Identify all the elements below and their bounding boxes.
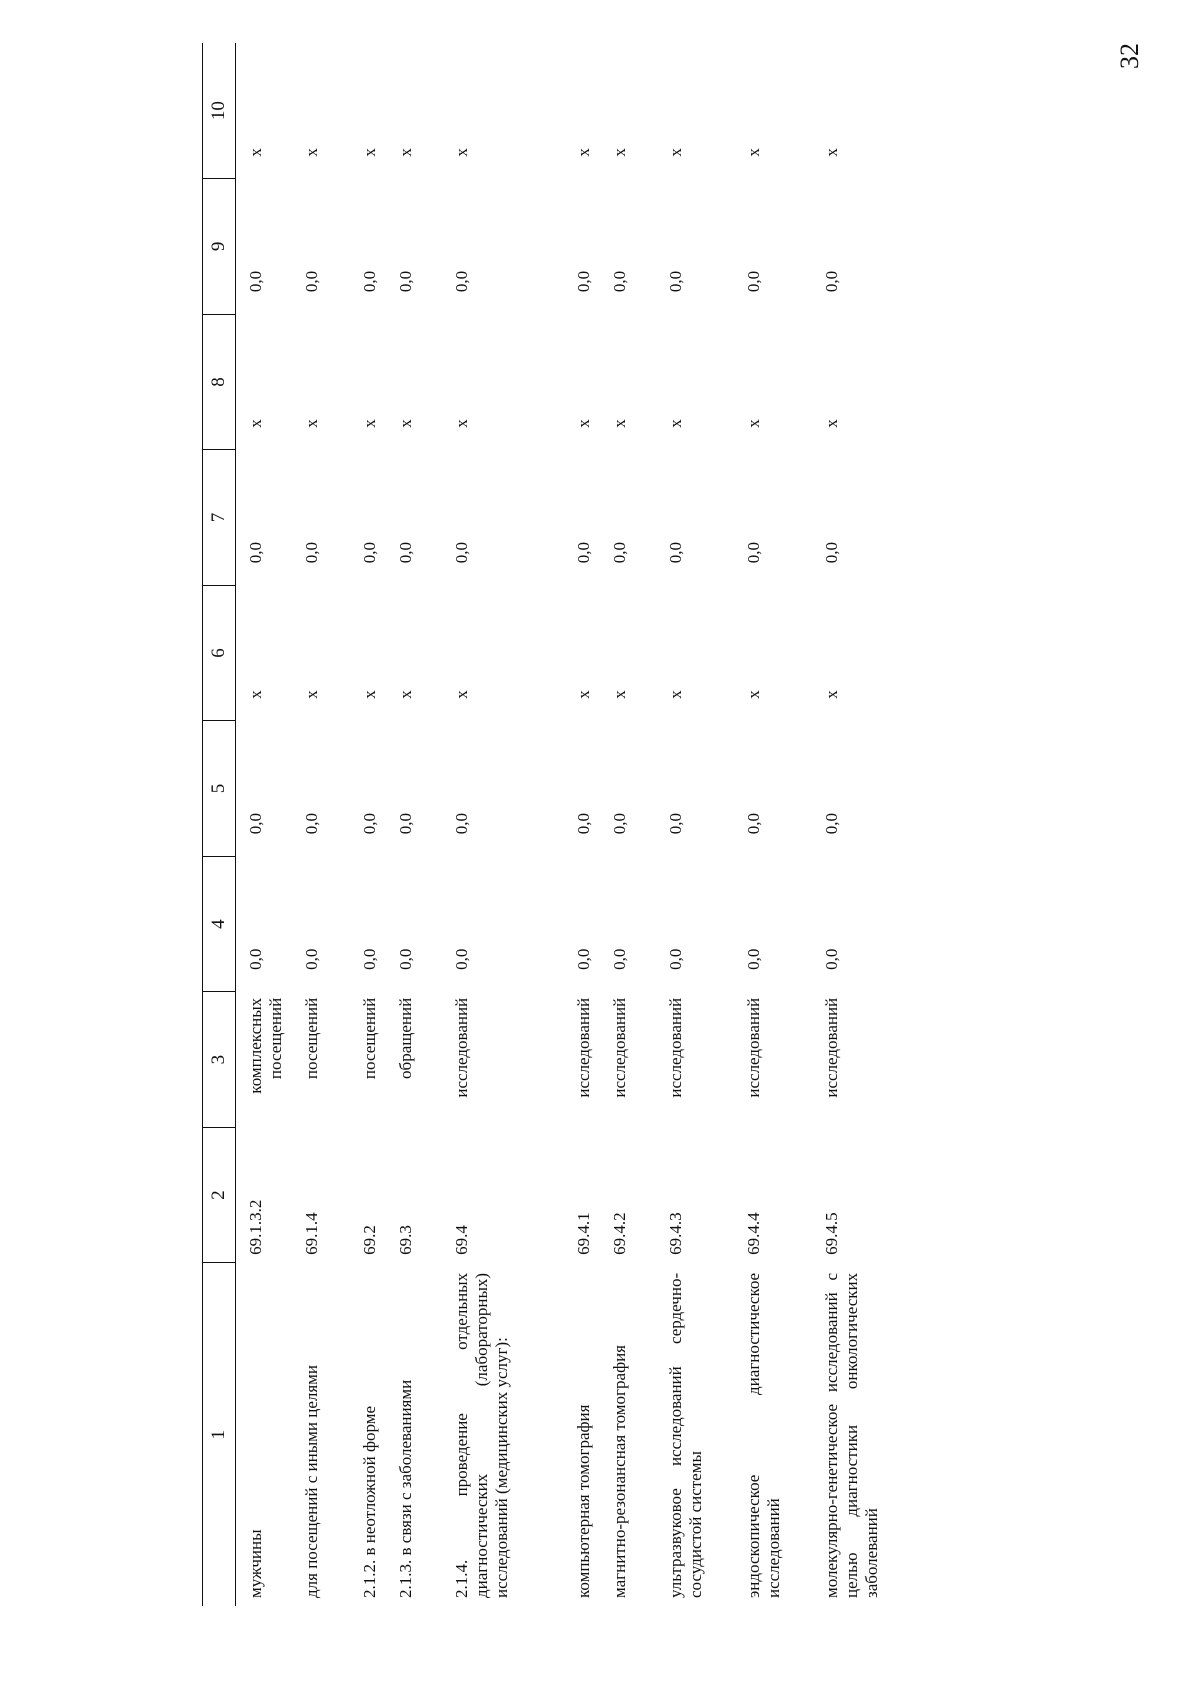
cell-value: 0,0 <box>610 541 629 564</box>
row-code: 69.2 <box>360 1225 379 1255</box>
cell-value: х <box>246 690 265 699</box>
cell-value: 0,0 <box>302 813 321 835</box>
table-row <box>656 43 734 1606</box>
row-code: 69.1.3.2 <box>246 1199 265 1255</box>
row-unit: обращений <box>396 997 415 1079</box>
cell-value: 0,0 <box>360 541 379 564</box>
column-header: 9 <box>203 179 236 315</box>
row-unit: исследований <box>666 997 685 1098</box>
cell-value: 0,0 <box>302 541 321 564</box>
cell-value: х <box>574 148 593 157</box>
table-row <box>442 43 564 1606</box>
cell-value: 0,0 <box>574 948 593 970</box>
cell-value: 0,0 <box>302 270 321 293</box>
cell-value: х <box>666 690 685 699</box>
table-header <box>203 43 236 1606</box>
row-code: 69.3 <box>396 1225 415 1255</box>
row-code: 69.4.3 <box>666 1212 685 1255</box>
row-code: 69.4.1 <box>574 1212 593 1255</box>
cell-value: х <box>744 148 763 157</box>
cell-value: 0,0 <box>396 270 415 293</box>
cell-value: х <box>452 419 471 428</box>
cell-value: 0,0 <box>360 270 379 293</box>
row-unit: исследований <box>574 997 593 1098</box>
cell-value: 0,0 <box>452 948 471 970</box>
row-code: 69.4 <box>452 1225 471 1255</box>
cell-value: 0,0 <box>610 813 629 835</box>
row-code: 69.4.5 <box>822 1212 841 1255</box>
row-code: 69.1.4 <box>302 1212 321 1255</box>
cell-value: х <box>246 419 265 428</box>
cell-value: 0,0 <box>360 813 379 835</box>
table-row <box>292 43 350 1606</box>
row-name: для посещений с иными целями <box>302 1364 321 1598</box>
cell-value: 0,0 <box>822 270 841 293</box>
cell-value: 0,0 <box>452 270 471 293</box>
cell-value: 0,0 <box>574 813 593 835</box>
row-name: 2.1.2. в неотложной форме <box>360 1405 379 1598</box>
column-header: 10 <box>203 43 236 179</box>
cell-value: 0,0 <box>574 270 593 293</box>
cell-value: х <box>574 419 593 428</box>
cell-value: 0,0 <box>246 541 265 564</box>
row-unit: комплексных посещений <box>246 997 285 1094</box>
cell-value: 0,0 <box>396 813 415 835</box>
cell-value: х <box>610 690 629 699</box>
row-name: 2.1.3. в связи с заболеваниями <box>396 1379 415 1598</box>
row-name: магнитно-резонансная томография <box>610 1345 629 1598</box>
header-row <box>203 43 236 1606</box>
cell-value: 0,0 <box>452 541 471 564</box>
cell-value: 0,0 <box>666 948 685 970</box>
cell-value: 0,0 <box>610 270 629 293</box>
cell-value: х <box>822 419 841 428</box>
cell-value: 0,0 <box>666 813 685 835</box>
cell-value: 0,0 <box>744 270 763 293</box>
cell-value: х <box>574 690 593 699</box>
column-header: 6 <box>203 585 236 721</box>
cell-value: 0,0 <box>610 948 629 970</box>
row-code: 69.4.4 <box>744 1212 763 1255</box>
cell-value: 0,0 <box>246 948 265 970</box>
cell-value: х <box>396 690 415 699</box>
row-code: 69.4.2 <box>610 1212 629 1255</box>
cell-value: 0,0 <box>302 948 321 970</box>
row-unit: исследований <box>744 997 763 1098</box>
row-unit: исследований <box>452 997 471 1098</box>
cell-value: х <box>666 419 685 428</box>
cell-value: х <box>302 690 321 699</box>
cell-value: х <box>360 148 379 157</box>
cell-value: 0,0 <box>822 813 841 835</box>
row-name: эндоскопическое диагностическое исследований <box>744 1272 783 1598</box>
column-header: 5 <box>203 721 236 857</box>
row-name: ультразвуковое исследований сердечно-сосудистой системы <box>666 1272 705 1598</box>
cell-value: 0,0 <box>246 813 265 835</box>
table-body <box>236 43 935 1606</box>
cell-value: х <box>452 690 471 699</box>
row-name: мужчины <box>246 1529 265 1598</box>
row-unit: исследований <box>822 997 841 1098</box>
column-header: 3 <box>203 992 236 1128</box>
cell-value: х <box>822 690 841 699</box>
cell-value: 0,0 <box>744 948 763 970</box>
table-row <box>564 43 600 1606</box>
row-name: 2.1.4. проведение отдельных диагностических (лабораторных) исследований (медицинских услуг): <box>452 1272 511 1598</box>
cell-value: х <box>360 690 379 699</box>
column-header: 8 <box>203 314 236 450</box>
cell-value: х <box>396 419 415 428</box>
column-header: 2 <box>203 1127 236 1263</box>
cell-value: х <box>666 148 685 157</box>
cell-value: 0,0 <box>666 270 685 293</box>
cell-value: х <box>744 690 763 699</box>
cell-value: х <box>246 148 265 157</box>
column-header: 7 <box>203 450 236 586</box>
row-name: компьютерная томография <box>574 1404 593 1598</box>
cell-value: х <box>610 148 629 157</box>
cell-value: 0,0 <box>396 948 415 970</box>
cell-value: 0,0 <box>666 541 685 564</box>
table-row <box>812 43 934 1606</box>
cell-value: 0,0 <box>574 541 593 564</box>
cell-value: 0,0 <box>246 270 265 293</box>
data-table <box>202 43 934 1606</box>
table-row <box>386 43 442 1606</box>
cell-value: 0,0 <box>360 948 379 970</box>
cell-value: х <box>610 419 629 428</box>
page-number: 32 <box>1115 43 1144 69</box>
cell-value: 0,0 <box>822 948 841 970</box>
table-row <box>734 43 812 1606</box>
cell-value: 0,0 <box>744 813 763 835</box>
row-unit: исследований <box>610 997 629 1098</box>
table-row <box>236 43 293 1606</box>
cell-value: х <box>452 148 471 157</box>
cell-value: 0,0 <box>744 541 763 564</box>
cell-value: х <box>302 148 321 157</box>
cell-value: 0,0 <box>396 541 415 564</box>
cell-value: х <box>396 148 415 157</box>
row-unit: посещений <box>360 997 379 1080</box>
cell-value: 0,0 <box>822 541 841 564</box>
table-row <box>350 43 386 1606</box>
cell-value: х <box>302 419 321 428</box>
cell-value: х <box>822 148 841 157</box>
row-name: молекулярно-генетическое исследований с целью диагностики онкологических заболеваний <box>822 1272 881 1598</box>
row-unit: посещений <box>302 997 321 1080</box>
cell-value: х <box>744 419 763 428</box>
cell-value: х <box>360 419 379 428</box>
cell-value: 0,0 <box>452 813 471 835</box>
column-header: 4 <box>203 856 236 992</box>
column-header: 1 <box>203 1263 236 1606</box>
table-row <box>600 43 656 1606</box>
table-container <box>202 43 1146 1606</box>
